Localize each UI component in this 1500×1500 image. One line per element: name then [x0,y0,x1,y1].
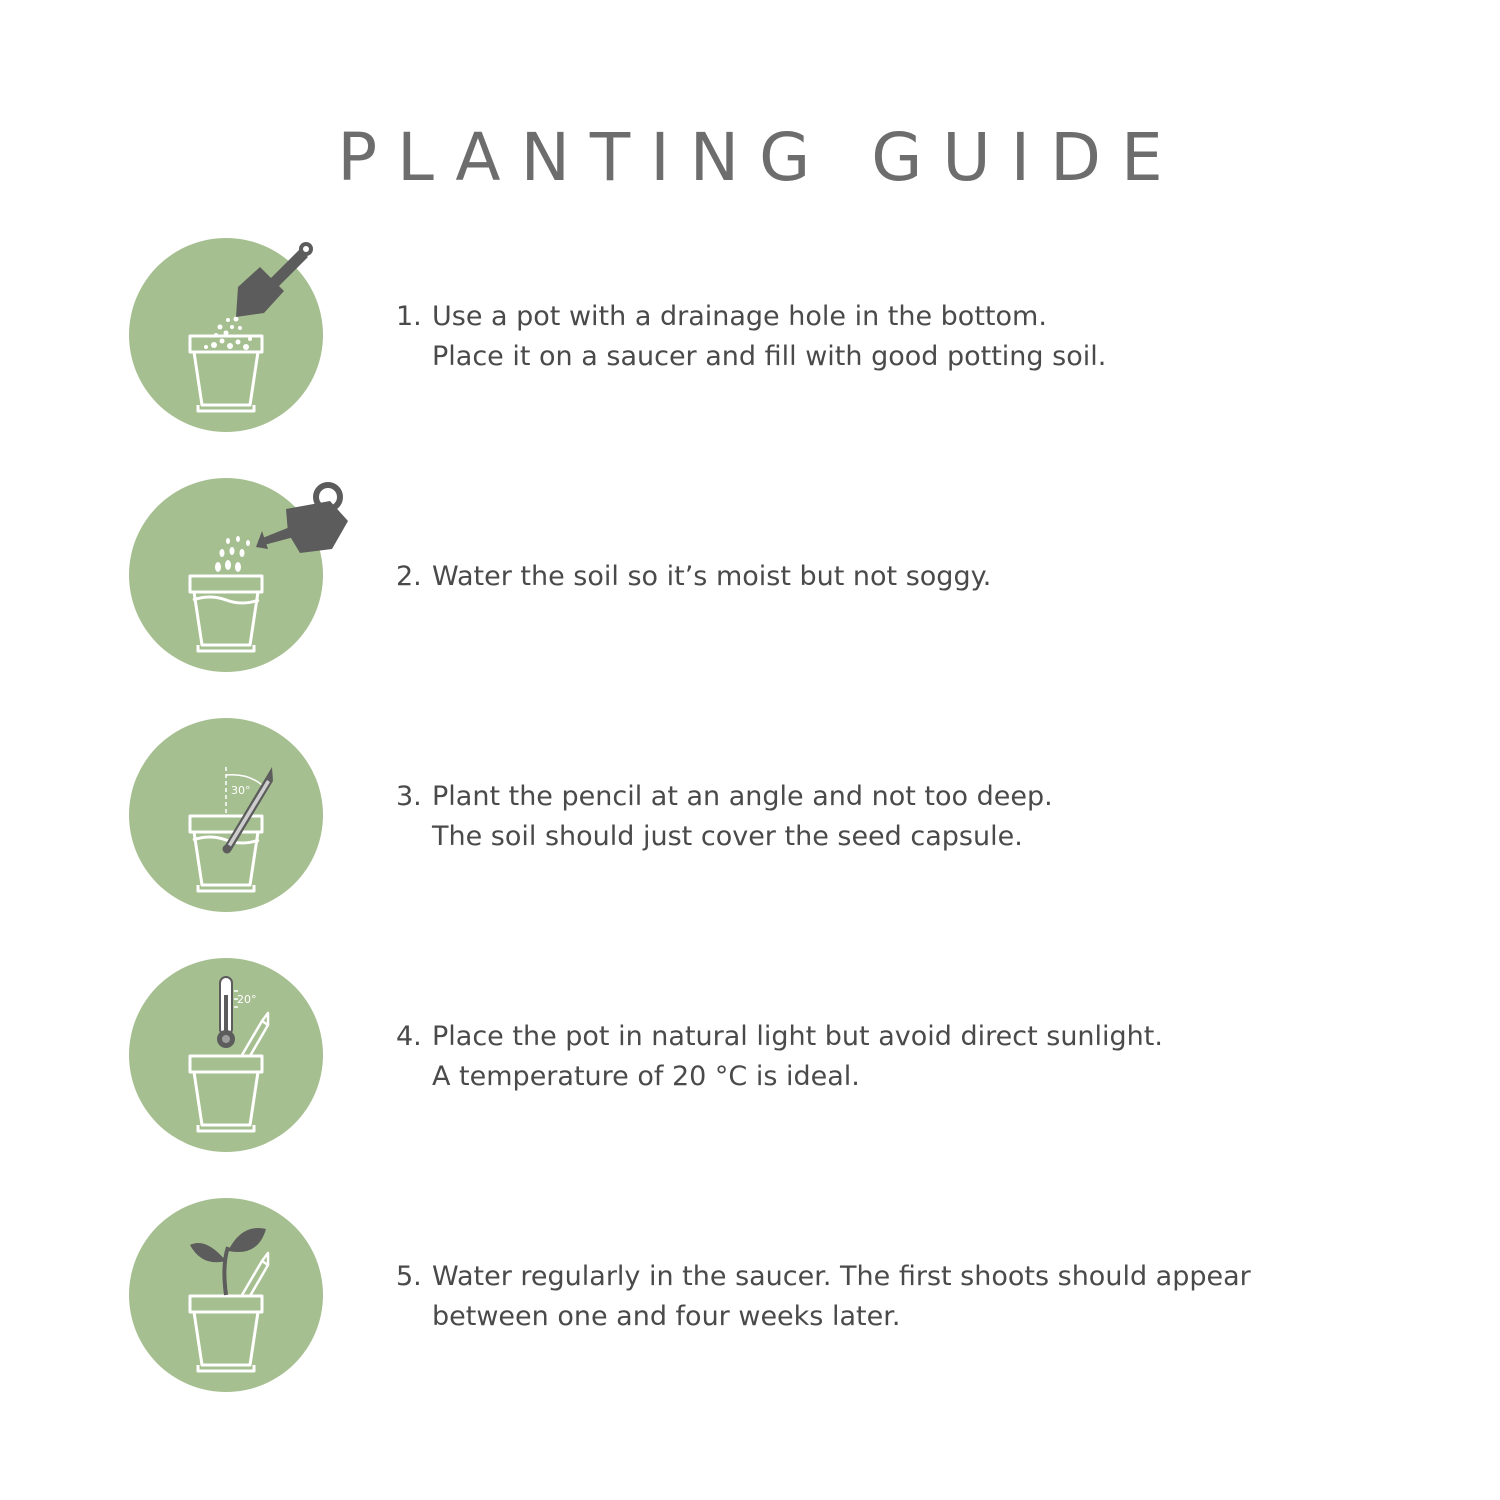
step-text-line: Plant the pencil at an angle and not too deep. [432,781,1053,812]
pencil-angle-pot-icon [110,695,370,935]
thermometer-pot-icon [110,935,370,1175]
step-1 [0,215,1500,455]
step-5 [0,1175,1500,1415]
temperature-label: 20° [237,993,257,1006]
step-number: 2. [396,561,422,592]
step-2 [0,455,1500,695]
sprout-pot-icon [110,1175,370,1415]
step-number: 5. [396,1261,422,1292]
step-text-line: Use a pot with a drainage hole in the bottom. [432,301,1047,332]
step-number: 3. [396,781,422,812]
step-text-line: Water regularly in the saucer. The first shoots should appear [432,1261,1251,1292]
page-title: PLANTING GUIDE [337,119,1183,196]
step-3 [0,695,1500,935]
step-text-line: A temperature of 20 °C is ideal. [432,1061,860,1092]
angle-label: 30° [231,784,251,797]
watering-can-pot-icon [110,455,370,695]
step-text-line: The soil should just cover the seed capsule. [432,821,1023,852]
step-text-line: between one and four weeks later. [432,1301,901,1332]
step-number: 4. [396,1021,422,1052]
step-number: 1. [396,301,422,332]
trowel-pot-icon [110,215,370,455]
step-text-line: Place it on a saucer and fill with good potting soil. [432,341,1107,372]
step-text-line: Water the soil so it’s moist but not soggy. [432,561,992,592]
step-text-line: Place the pot in natural light but avoid direct sunlight. [432,1021,1163,1052]
step-4 [0,935,1500,1175]
